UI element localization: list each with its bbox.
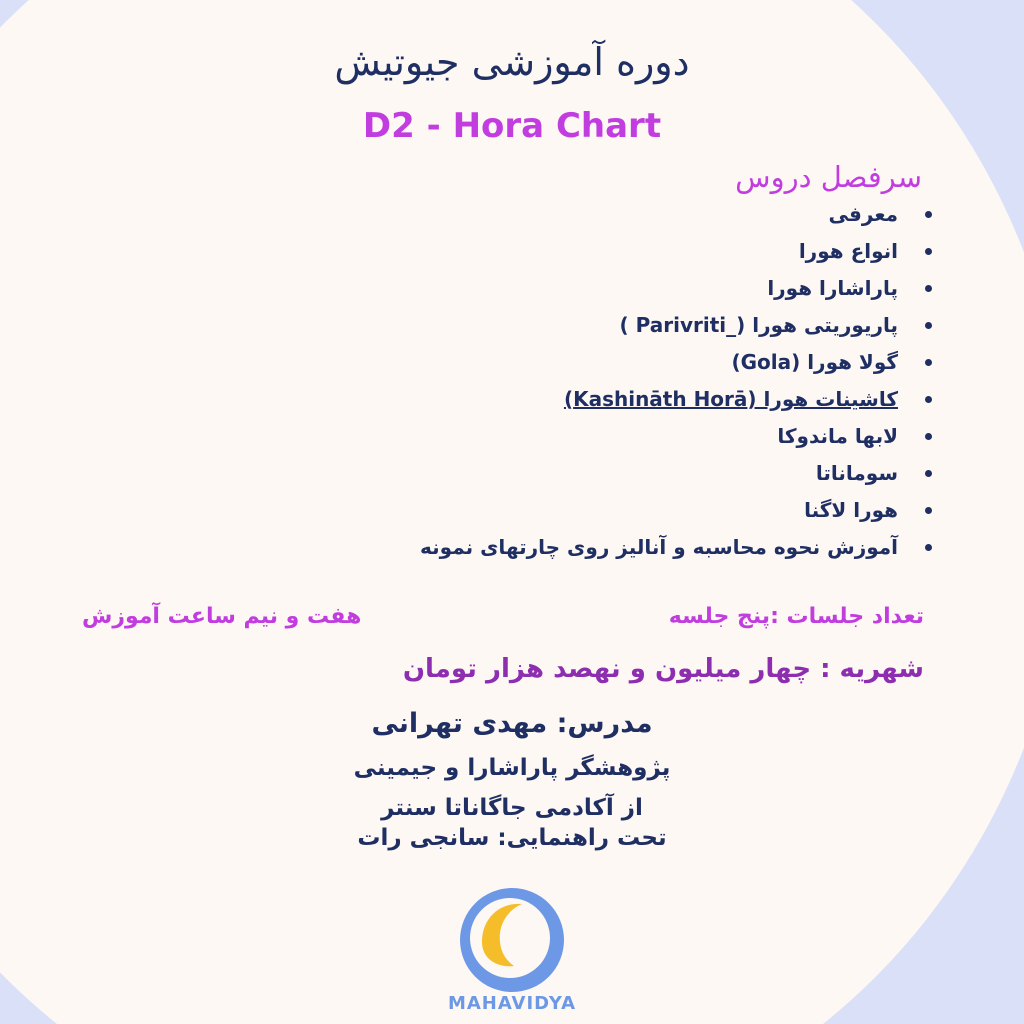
syllabus-item-parashara-hora [420,270,932,307]
bullet-icon [925,285,932,292]
syllabus-list [420,196,932,566]
session-count: تعداد جلسات :پنج جلسه [668,604,924,629]
syllabus-item-label: پاراشارا هورا [767,276,898,300]
syllabus-item-label: سوماناتا [815,461,898,485]
syllabus-item-gola-hora [420,344,932,381]
syllabus-heading: سرفصل دروس [735,160,922,194]
teacher-name: مدرس: مهدی تهرانی [371,708,653,739]
syllabus-item-label: انواع هورا [798,239,898,263]
syllabus-item-introduction [420,196,932,233]
bullet-icon [925,322,932,329]
syllabus-item-kashinath-hora [420,381,932,418]
syllabus-item-label: لابها ماندوکا [777,424,898,448]
course-title: دوره آموزشی جیوتیش [334,40,690,84]
logo-wordmark: MAHAVIDYA [447,993,577,1014]
bullet-icon [925,507,932,514]
course-subtitle: D2 - Hora Chart [362,106,662,146]
syllabus-item-label: معرفی [828,202,898,226]
syllabus-item-chart-analysis [420,529,932,566]
course-hours: هفت و نیم ساعت آموزش [82,604,362,629]
bullet-icon [925,248,932,255]
syllabus-item-label-link[interactable]: کاشینات هورا (Kashināth Horā) [563,387,898,411]
syllabus-item-label: گولا هورا (Gola) [731,350,898,374]
course-info-line [0,604,1024,640]
crescent-moon-logo-icon [452,880,572,1000]
teacher-specialty: پژوهشگر پاراشارا و جیمینی [353,755,671,781]
syllabus-item-hora-lagna [420,492,932,529]
bullet-icon [925,211,932,218]
teacher-mentor: تحت راهنمایی: سانجی رات [357,825,667,851]
tuition-fee: شهریه : چهار میلیون و نهصد هزار تومان [402,654,924,684]
syllabus-item-labha-manduka [420,418,932,455]
bullet-icon [925,359,932,366]
syllabus-item-parivritti-hora [420,307,932,344]
syllabus-item-somanatha [420,455,932,492]
logo-graphic [452,880,572,1000]
bullet-icon [925,544,932,551]
syllabus-item-label: هورا لاگنا [804,498,898,522]
syllabus-item-hora-types [420,233,932,270]
bullet-icon [925,433,932,440]
syllabus-item-label: پاریوریتی هورا (_Parivriti ) [619,313,898,337]
bullet-icon [925,470,932,477]
teacher-academy: از آکادمی جاگاناتا سنتر [381,795,643,821]
syllabus-item-label: آموزش نحوه محاسبه و آنالیز روی چارتهای نمونه [420,535,898,559]
bullet-icon [925,396,932,403]
